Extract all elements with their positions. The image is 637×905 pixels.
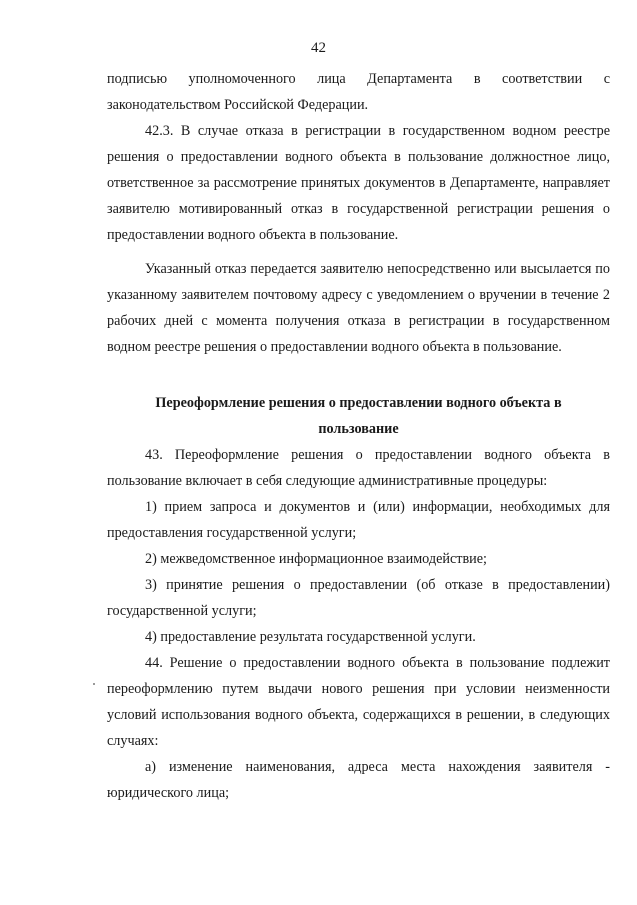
list-item-2: 2) межведомственное информационное взаимодействие; [145,551,487,567]
paragraph-44: 44. Решение о предоставлении водного объекта в пользование подлежит переоформлению путем выдачи нового решения при условии неизменности условий использования водного объекта, содержащихся в решении, в следующих случаях: [107,655,610,749]
paragraph-43: 43. Переоформление решения о предоставлении водного объекта в пользование включает в себя следующие административные процедуры: [107,447,610,489]
paragraph-continuation: подписью уполномоченного лица Департамента в соответствии с законодательством Российской Федерации. [107,71,610,113]
spacer [107,248,610,256]
list-item-4: 4) предоставление результата государственной услуги. [145,629,476,645]
spacer [107,360,610,390]
document-body [107,66,610,806]
section-heading: Переоформление решения о предоставлении водного объекта в пользование [155,395,562,437]
list-item-a: а) изменение наименования, адреса места нахождения заявителя - юридического лица; [107,759,610,801]
page-number: 42 [311,40,326,56]
paragraph-42-3: 42.3. В случае отказа в регистрации в государственном водном реестре решения о предоставлении водного объекта в пользование должностное лицо, ответственное за рассмотрение принятых документов в Департаменте, направляет заявителю мотивированный отказ в государственной регистрации решения о предоставлении водного объекта в пользование. [107,123,610,243]
scan-speck [93,683,95,685]
list-item-3: 3) принятие решения о предоставлении (об отказе в предоставлении) государственной услуги; [107,577,610,619]
paragraph-refusal-delivery: Указанный отказ передается заявителю непосредственно или высылается по указанному заявителем почтовому адресу с уведомлением о вручении в течение 2 рабочих дней с момента получения отказа в регистрации в государственном водном реестре решения о предоставлении водного объекта в пользование. [107,261,610,355]
list-item-1: 1) прием запроса и документов и (или) информации, необходимых для предоставления государственной услуги; [107,499,610,541]
